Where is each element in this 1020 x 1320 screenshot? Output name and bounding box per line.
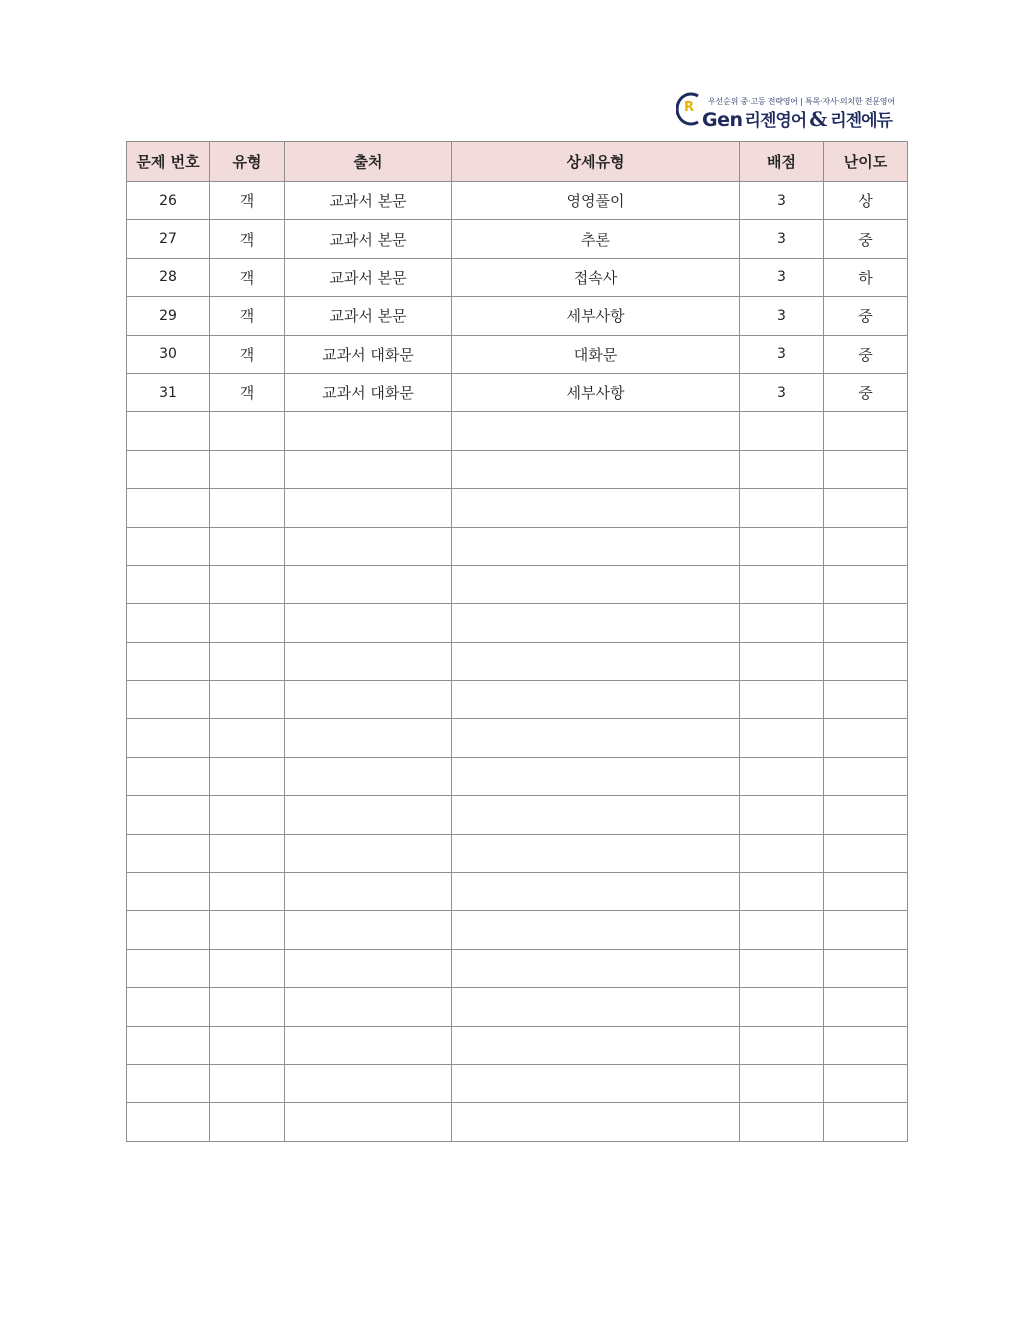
cell-question-number (127, 757, 210, 795)
cell-question-number (127, 1026, 210, 1064)
cell-difficulty (824, 527, 908, 565)
cell-detail-type (452, 949, 740, 987)
cell-detail-type (452, 1064, 740, 1102)
cell-source (285, 412, 452, 450)
cell-question-number (127, 988, 210, 1026)
logo-gen: Gen (702, 109, 743, 131)
cell-source (285, 527, 452, 565)
cell-type: 객 (210, 335, 285, 373)
cell-difficulty (824, 642, 908, 680)
cell-type (210, 757, 285, 795)
cell-difficulty: 중 (824, 297, 908, 335)
empty-table-row (127, 412, 908, 450)
cell-question-number: 29 (127, 297, 210, 335)
logo-tagline: 우선순위 중·고등 전략영어 | 특목·자사·의치한 전문영어 (708, 97, 895, 106)
cell-points (740, 873, 824, 911)
cell-question-number (127, 1103, 210, 1141)
cell-detail-type: 접속사 (452, 258, 740, 296)
cell-source (285, 873, 452, 911)
cell-points (740, 642, 824, 680)
cell-source (285, 757, 452, 795)
cell-points (740, 757, 824, 795)
table-row (127, 297, 908, 335)
empty-table-row (127, 565, 908, 603)
cell-difficulty (824, 1103, 908, 1141)
cell-type (210, 642, 285, 680)
empty-table-row (127, 757, 908, 795)
cell-question-number (127, 681, 210, 719)
cell-type (210, 1026, 285, 1064)
table-row (127, 258, 908, 296)
header-type: 유형 (210, 142, 285, 182)
cell-points: 3 (740, 373, 824, 411)
cell-type (210, 527, 285, 565)
empty-table-row (127, 681, 908, 719)
cell-points (740, 565, 824, 603)
cell-difficulty (824, 949, 908, 987)
cell-type (210, 489, 285, 527)
cell-source (285, 450, 452, 488)
cell-difficulty (824, 489, 908, 527)
cell-detail-type: 세부사항 (452, 373, 740, 411)
cell-type (210, 796, 285, 834)
cell-source (285, 988, 452, 1026)
empty-table-row (127, 527, 908, 565)
cell-type (210, 1064, 285, 1102)
cell-points: 3 (740, 182, 824, 220)
cell-points (740, 834, 824, 872)
cell-source: 교과서 대화문 (285, 335, 452, 373)
empty-table-row (127, 949, 908, 987)
cell-question-number: 28 (127, 258, 210, 296)
table-body (127, 182, 908, 1142)
cell-question-number (127, 834, 210, 872)
cell-source: 교과서 본문 (285, 220, 452, 258)
cell-detail-type (452, 450, 740, 488)
cell-detail-type (452, 911, 740, 949)
exam-info-table (126, 141, 908, 1142)
cell-detail-type: 대화문 (452, 335, 740, 373)
cell-source: 교과서 본문 (285, 258, 452, 296)
cell-detail-type (452, 873, 740, 911)
cell-detail-type: 세부사항 (452, 297, 740, 335)
cell-difficulty: 중 (824, 373, 908, 411)
cell-detail-type (452, 757, 740, 795)
cell-source (285, 949, 452, 987)
cell-question-number (127, 1064, 210, 1102)
cell-difficulty (824, 796, 908, 834)
cell-question-number (127, 604, 210, 642)
cell-difficulty (824, 681, 908, 719)
cell-detail-type (452, 1103, 740, 1141)
cell-difficulty: 상 (824, 182, 908, 220)
table-row (127, 373, 908, 411)
cell-question-number (127, 642, 210, 680)
cell-type (210, 1103, 285, 1141)
cell-source (285, 681, 452, 719)
empty-table-row (127, 1026, 908, 1064)
cell-difficulty (824, 1026, 908, 1064)
cell-source (285, 642, 452, 680)
cell-question-number (127, 412, 210, 450)
empty-table-row (127, 719, 908, 757)
cell-type (210, 450, 285, 488)
header-source: 출처 (285, 142, 452, 182)
cell-type: 객 (210, 258, 285, 296)
brand-logo (672, 88, 902, 132)
cell-type (210, 873, 285, 911)
cell-points (740, 681, 824, 719)
empty-table-row (127, 1064, 908, 1102)
cell-points: 3 (740, 297, 824, 335)
cell-difficulty (824, 757, 908, 795)
header-detail-type: 상세유형 (452, 142, 740, 182)
empty-table-row (127, 988, 908, 1026)
cell-detail-type (452, 834, 740, 872)
cell-detail-type (452, 1026, 740, 1064)
cell-type (210, 719, 285, 757)
cell-detail-type (452, 988, 740, 1026)
cell-detail-type: 추론 (452, 220, 740, 258)
cell-difficulty (824, 911, 908, 949)
cell-type: 객 (210, 297, 285, 335)
cell-detail-type (452, 527, 740, 565)
empty-table-row (127, 834, 908, 872)
cell-source (285, 604, 452, 642)
svg-text:R: R (684, 100, 695, 115)
logo-ampersand: & (809, 107, 828, 131)
cell-question-number: 31 (127, 373, 210, 411)
cell-type (210, 565, 285, 603)
cell-detail-type: 영영풀이 (452, 182, 740, 220)
cell-difficulty (824, 1064, 908, 1102)
cell-difficulty (824, 988, 908, 1026)
empty-table-row (127, 1103, 908, 1141)
empty-table-row (127, 796, 908, 834)
table-row (127, 335, 908, 373)
cell-difficulty: 중 (824, 335, 908, 373)
cell-detail-type (452, 604, 740, 642)
cell-source (285, 1064, 452, 1102)
cell-type (210, 681, 285, 719)
cell-question-number (127, 719, 210, 757)
cell-source (285, 565, 452, 603)
logo-brand-name (702, 106, 892, 131)
cell-source: 교과서 본문 (285, 297, 452, 335)
cell-source (285, 1103, 452, 1141)
cell-detail-type (452, 719, 740, 757)
cell-question-number (127, 527, 210, 565)
cell-question-number: 27 (127, 220, 210, 258)
table-row (127, 220, 908, 258)
cell-difficulty (824, 450, 908, 488)
cell-difficulty (824, 834, 908, 872)
cell-difficulty (824, 604, 908, 642)
cell-points (740, 719, 824, 757)
cell-source (285, 911, 452, 949)
cell-question-number (127, 489, 210, 527)
cell-question-number (127, 911, 210, 949)
cell-type (210, 911, 285, 949)
cell-type (210, 412, 285, 450)
cell-source: 교과서 대화문 (285, 373, 452, 411)
cell-type: 객 (210, 182, 285, 220)
cell-points (740, 489, 824, 527)
cell-source (285, 489, 452, 527)
cell-points (740, 1064, 824, 1102)
header-difficulty: 난이도 (824, 142, 908, 182)
cell-detail-type (452, 796, 740, 834)
cell-difficulty (824, 873, 908, 911)
cell-question-number (127, 450, 210, 488)
cell-type: 객 (210, 373, 285, 411)
cell-question-number (127, 565, 210, 603)
cell-points (740, 911, 824, 949)
cell-points (740, 796, 824, 834)
cell-question-number (127, 949, 210, 987)
cell-question-number (127, 873, 210, 911)
table-row (127, 182, 908, 220)
cell-question-number (127, 796, 210, 834)
cell-type (210, 834, 285, 872)
cell-question-number: 30 (127, 335, 210, 373)
cell-detail-type (452, 565, 740, 603)
cell-points (740, 450, 824, 488)
cell-points: 3 (740, 220, 824, 258)
cell-source (285, 834, 452, 872)
cell-detail-type (452, 412, 740, 450)
cell-difficulty (824, 565, 908, 603)
cell-difficulty: 하 (824, 258, 908, 296)
cell-difficulty (824, 719, 908, 757)
cell-points: 3 (740, 258, 824, 296)
cell-type (210, 949, 285, 987)
cell-source (285, 796, 452, 834)
cell-points (740, 604, 824, 642)
cell-type (210, 988, 285, 1026)
header-question-number: 문제 번호 (127, 142, 210, 182)
logo-name-english: 리젠영어 (744, 111, 807, 131)
header-points: 배점 (740, 142, 824, 182)
cell-difficulty: 중 (824, 220, 908, 258)
cell-type: 객 (210, 220, 285, 258)
cell-detail-type (452, 642, 740, 680)
cell-points (740, 1103, 824, 1141)
cell-detail-type (452, 681, 740, 719)
empty-table-row (127, 911, 908, 949)
cell-difficulty (824, 412, 908, 450)
cell-points: 3 (740, 335, 824, 373)
logo-name-edu: 리젠에듀 (830, 111, 892, 131)
cell-source: 교과서 본문 (285, 182, 452, 220)
cell-source (285, 1026, 452, 1064)
empty-table-row (127, 604, 908, 642)
cell-type (210, 604, 285, 642)
empty-table-row (127, 450, 908, 488)
cell-points (740, 412, 824, 450)
cell-detail-type (452, 489, 740, 527)
table-header-row (127, 142, 908, 182)
cell-points (740, 527, 824, 565)
cell-points (740, 1026, 824, 1064)
cell-points (740, 949, 824, 987)
cell-source (285, 719, 452, 757)
empty-table-row (127, 489, 908, 527)
cell-points (740, 988, 824, 1026)
empty-table-row (127, 642, 908, 680)
empty-table-row (127, 873, 908, 911)
cell-question-number: 26 (127, 182, 210, 220)
